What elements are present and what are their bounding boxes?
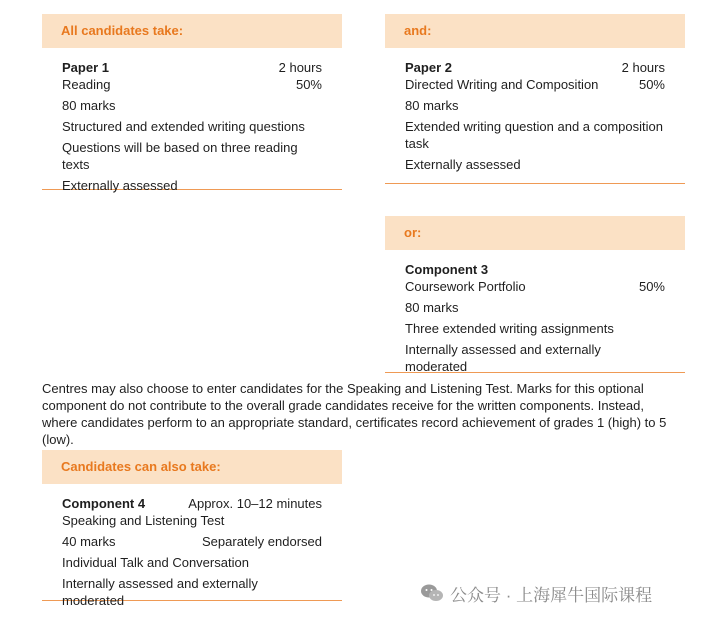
duration: Approx. 10–12 minutes [188,496,322,511]
box-body [42,484,342,608]
component4-box [42,450,342,608]
component-title: Paper 1 [62,60,109,75]
box-header: All candidates take: [42,14,342,48]
detail-line: Extended writing question and a composition task [405,119,663,151]
detail-line: Structured and extended writing questions [62,119,305,134]
detail-line: Individual Talk and Conversation [62,555,249,570]
paper1-box [42,14,342,193]
marks: 80 marks [405,98,459,113]
weight: 50% [295,77,322,92]
detail-line: Internally assessed and externally moderated [405,342,601,374]
marks: 80 marks [62,98,116,113]
box-body [42,48,342,193]
weight: 50% [638,279,665,294]
component-title: Paper 2 [405,60,452,75]
subject: Reading [62,77,111,92]
subject: Speaking and Listening Test [62,513,225,528]
component-title: Component 3 [405,262,489,277]
subject: Coursework Portfolio [405,279,526,294]
weight: 50% [638,77,665,92]
watermark-text: 公众号 · 上海犀牛国际课程 [450,585,653,605]
detail-line: Internally assessed and externally moderated [62,576,258,608]
box-body [385,250,685,373]
paper2-box [385,14,685,184]
detail-line: Questions will be based on three reading texts [62,140,298,172]
component3-box [385,216,685,373]
marks: 80 marks [405,300,459,315]
box-header: or: [385,216,685,250]
marks: 40 marks [62,534,116,549]
component-title: Component 4 [62,496,146,511]
watermark [420,580,710,606]
box-header: Candidates can also take: [42,450,342,484]
wechat-icon [420,582,444,604]
detail-line: Externally assessed [405,157,521,172]
duration: 2 hours [278,60,322,75]
subject: Directed Writing and Composition [405,77,599,92]
detail-line: Externally assessed [62,178,178,193]
info-paragraph: Centres may also choose to enter candidates for the Speaking and Listening Test. Marks for this optional component do not contribute to the overall grade candidates receive for the written components. Instead, where candidates perform to an appropriate standard, certificates record achievement of grades 1 (high) to 5 (low). [42,381,667,447]
detail-line: Three extended writing assignments [405,321,614,336]
duration: 2 hours [621,60,665,75]
box-body [385,48,685,184]
box-header: and: [385,14,685,48]
endorsement: Separately endorsed [202,534,322,549]
